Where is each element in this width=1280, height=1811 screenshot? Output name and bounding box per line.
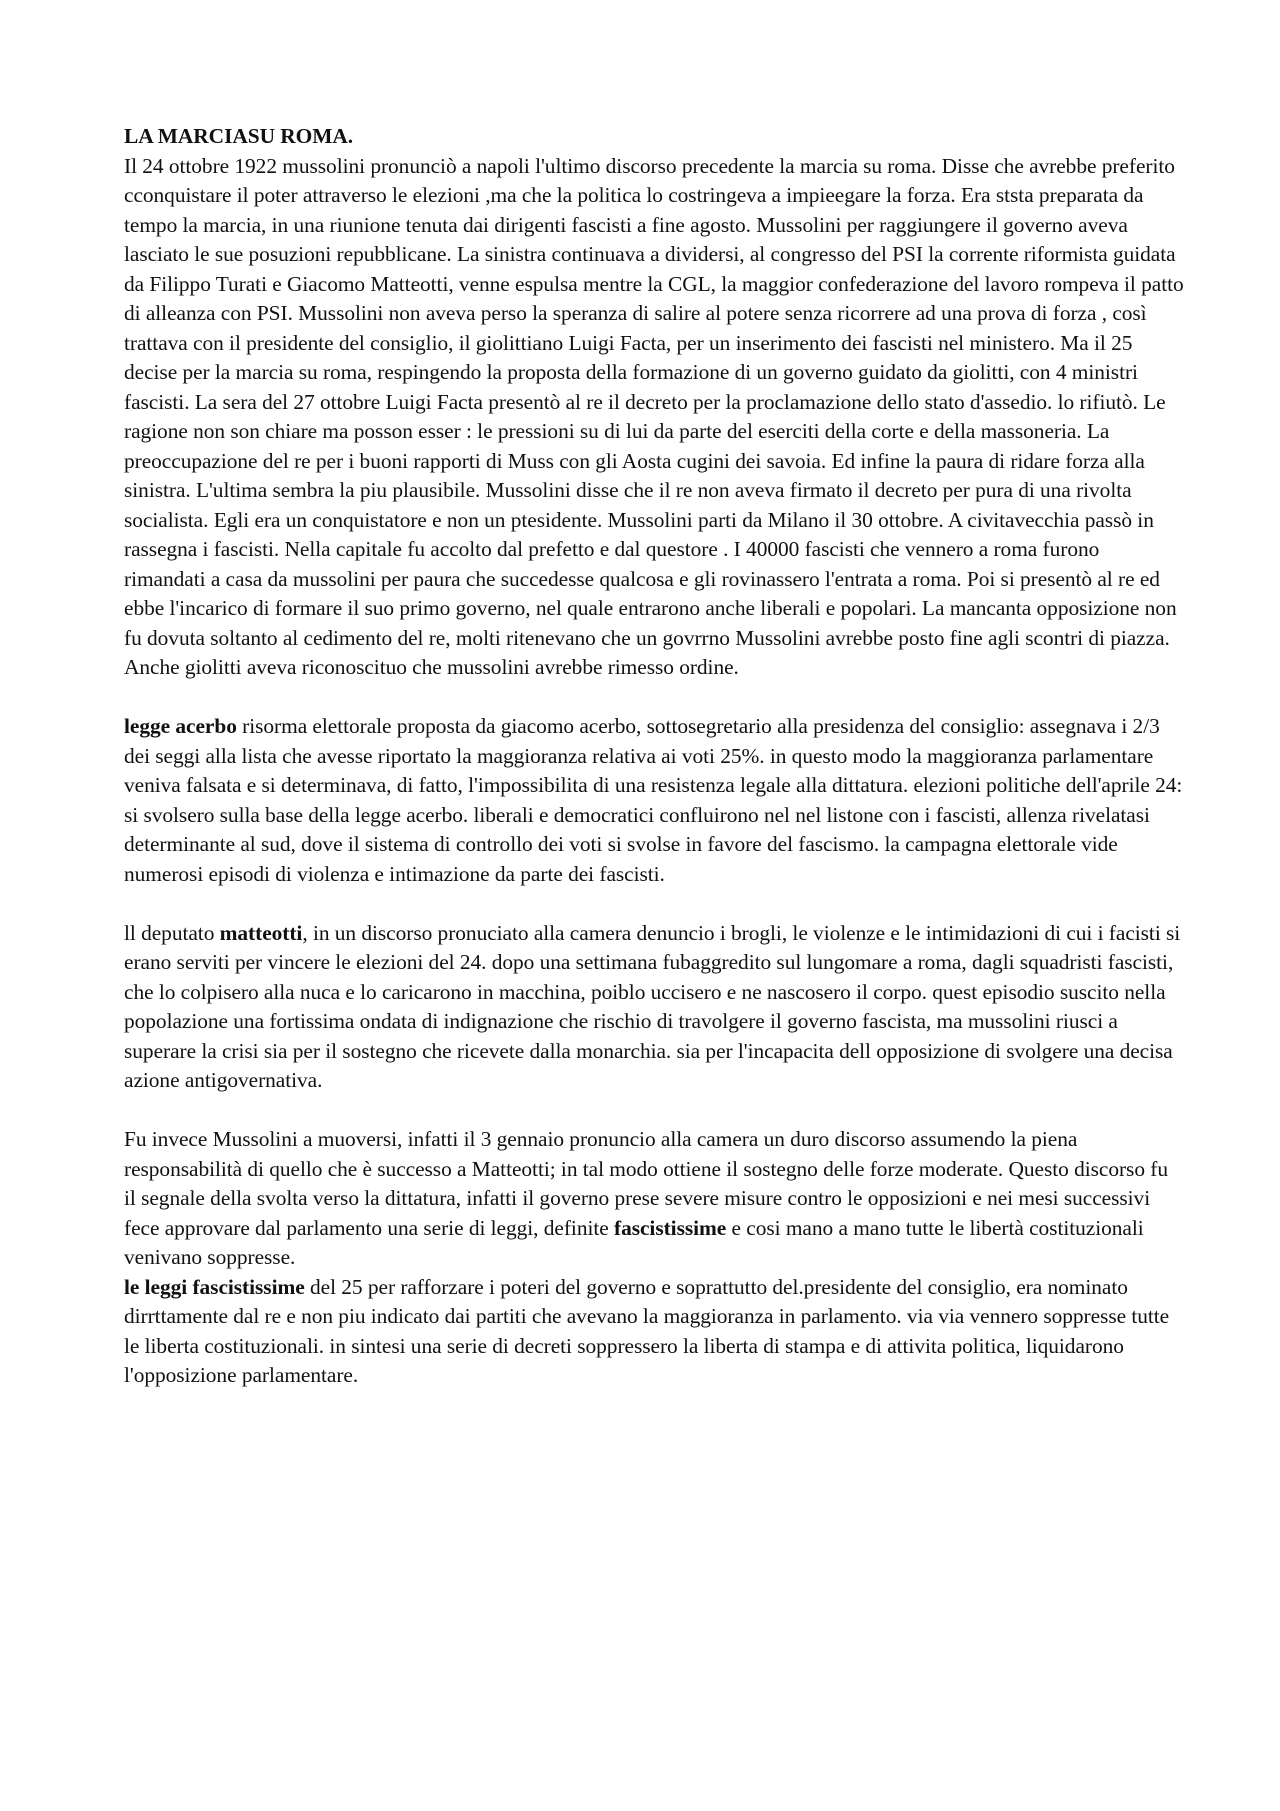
paragraph-gap <box>124 889 1184 919</box>
term-matteotti: matteotti <box>219 920 303 945</box>
paragraph-discorso-text: Fu invece Mussolini a muoversi, infatti il 3 gennaio pronuncio alla camera un duro discorso assumendo la piena responsabilità di quello che è successo a Matteotti; in tal modo ottiene il sostegno delle forze moderate. Questo discorso fu il segnale della svolta verso la dittatura, infatti il governo prese severe misure contro le opposizioni e nei mesi successivi fece approvare dal parlamento una serie di leggi, definite <box>124 1127 1168 1240</box>
paragraph-matteotti-intro: ll deputato <box>124 920 220 945</box>
paragraph-leggi-fascistissime-text: del 25 per rafforzare i poteri del governo e soprattutto del.presidente del consiglio, era nominato dirrttamente dal re e non piu indicato dai partiti che avevano la maggioranza in parlamento. via via vennero soppresse tutte le liberta costituzionali. in sintesi una serie di decreti soppressero la liberta di stampa e di attivita politica, liquidarono l'opposizione parlamentare. <box>124 1274 1170 1387</box>
paragraph-discorso-3-gennaio <box>124 1125 1184 1273</box>
document-page <box>124 122 1184 1391</box>
term-leggi-fascistissime: le leggi fascistissime <box>124 1274 305 1299</box>
paragraph-legge-acerbo-text: risorma elettorale proposta da giacomo acerbo, sottosegretario alla presidenza del consiglio: assegnava i 2/3 dei seggi alla lista che avesse riportato la maggioranza relativa ai voti 25%. in questo modo la maggioranza parlamentare veniva falsata e si determinava, di fatto, l'impossibilita di una resistenza legale alla dittatura. elezioni politiche dell'aprile 24: si svolsero sulla base della legge acerbo. liberali e democratici confluirono nel nel listone con i fascisti, allenza rivelatasi determinante al sud, dove il sistema di controllo dei voti si svolse in favore del fascismo. la campagna elettorale vide numerosi episodi di violenza e intimazione da parte dei fascisti. <box>124 714 1183 886</box>
document-title: LA MARCIASU ROMA. <box>124 124 354 148</box>
paragraph-gap <box>124 683 1184 713</box>
paragraph-leggi-fascistissime <box>124 1273 1184 1391</box>
paragraph-discorso-tail: e cosi mano a mano tutte le libertà costituzionali venivano soppresse. <box>124 1215 1144 1269</box>
paragraph-marcia-su-roma: Il 24 ottobre 1922 mussolini pronunciò a napoli l'ultimo discorso precedente la marcia su roma. Disse che avrebbe preferito cconquistare il poter attraverso le elezioni ,ma che la politica lo costringeva a impieegare la forza. Era ststa preparata da tempo la marcia, in una riunione tenuta dai dirigenti fascisti a fine agosto. Mussolini per raggiungere il governo aveva lasciato le sue posuzioni repubblicane. La sinistra continuava a dividersi, al congresso del PSI la corrente riformista guidata da Filippo Turati e Giacomo Matteotti, venne espulsa mentre la CGL, la maggior confederazione del lavoro rompeva il patto di alleanza con PSI. Mussolini non aveva perso la speranza di salire al potere senza ricorrere ad una prova di forza , così trattava con il presidente del consiglio, il giolittiano Luigi Facta, per un inserimento dei fascisti nel ministero. Ma il 25 decise per la marcia su roma, respingendo la proposta della formazione di un governo guidato da giolitti, con 4 ministri fascisti. La sera del 27 ottobre Luigi Facta presentò al re il decreto per la proclamazione dello stato d'assedio. lo rifiutò. Le ragione non son chiare ma posson esser : le pressioni su di lui da parte del eserciti della corte e della massoneria. La preoccupazione del re per i buoni rapporti di Muss con gli Aosta cugini dei savoia. Ed infine la paura di ridare forza alla sinistra. L'ultima sembra la piu plausibile. Mussolini disse che il re non aveva firmato il decreto per pura di una rivolta socialista. Egli era un conquistatore e non un ptesidente. Mussolini parti da Milano il 30 ottobre. A civitavecchia passò in rassegna i fascisti. Nella capitale fu accolto dal prefetto e dal questore . I 40000 fascisti che vennero a roma furono rimandati a casa da mussolini per paura che succedesse qualcosa e gli rovinassero l'entrata a roma. Poi si presentò al re ed ebbe l'incarico di formare il suo primo governo, nel quale entrarono anche liberali e popolari. La mancanta opposizione non fu dovuta soltanto al cedimento del re, molti ritenevano che un govrrno Mussolini avrebbe posto fine agli scontri di piazza. Anche giolitti aveva riconoscituo che mussolini avrebbe rimesso ordine. <box>124 153 1184 679</box>
paragraph-gap <box>124 1096 1184 1126</box>
paragraph-matteotti-text: , in un discorso pronuciato alla camera denuncio i brogli, le violenze e le intimidazioni di cui i facisti si erano serviti per vincere le elezioni del 24. dopo una settimana fubaggredito sul lungomare a roma, dagli squadristi fascisti, che lo colpisero alla nuca e lo caricarono in macchina, poiblo uccisero e ne nascosero il corpo. quest episodio suscito nella popolazione una fortissima ondata di indignazione che rischio di travolgere il governo fascista, ma mussolini riusci a superare la crisi sia per il sostegno che ricevete dalla monarchia. sia per l'incapacita dell opposizione di svolgere una decisa azione antigovernativa. <box>124 920 1181 1092</box>
paragraph-legge-acerbo <box>124 712 1184 889</box>
term-legge-acerbo: legge acerbo <box>124 714 237 738</box>
paragraph-matteotti <box>124 919 1184 1096</box>
term-fascistissime: fascistissime <box>614 1215 727 1240</box>
